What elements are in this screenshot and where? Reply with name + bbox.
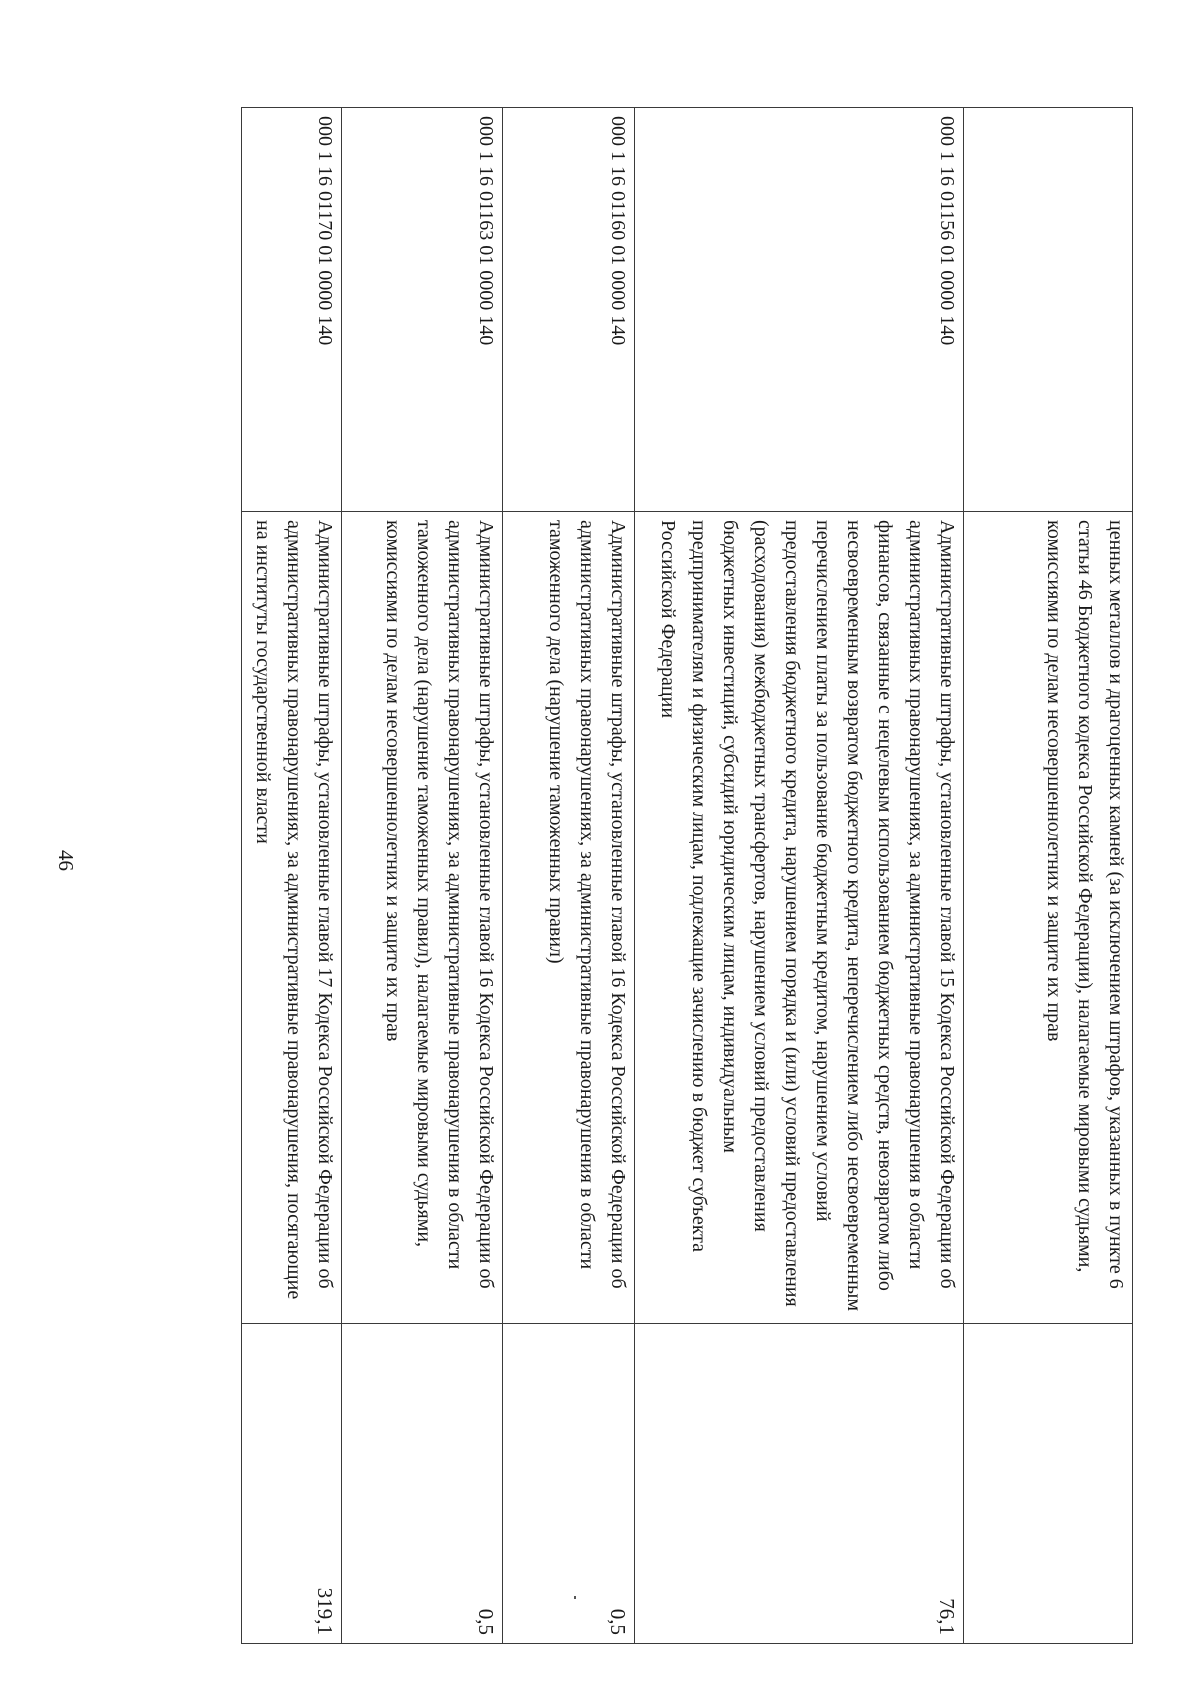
- table-row: [503, 108, 635, 1644]
- revenue-description-cell: Административные штрафы, установленные главой 17 Кодекса Российской Федерации об административных правонарушениях, за административные правонарушения, посягающие на институты государственной власти: [242, 512, 342, 1324]
- page-number: 46: [54, 850, 78, 871]
- budget-code-cell: 000 1 16 01160 01 0000 140: [503, 108, 635, 512]
- table-row: [635, 108, 964, 1644]
- table-row: [242, 108, 342, 1644]
- table-row: [342, 108, 503, 1644]
- budget-code-cell: 000 1 16 01163 01 0000 140: [342, 108, 503, 512]
- amount-cell: 319,1: [242, 1324, 342, 1644]
- amount-cell: 0,5: [342, 1324, 503, 1644]
- budget-revenue-table: [241, 107, 1133, 1644]
- rotated-page-content: [223, 107, 1133, 1643]
- scan-speck: [574, 1596, 576, 1599]
- amount-cell: [964, 1324, 1133, 1644]
- revenue-description-cell: Административные штрафы, установленные главой 16 Кодекса Российской Федерации об административных правонарушениях, за административные правонарушения в области таможенного дела (нарушение таможенных правил): [503, 512, 635, 1324]
- budget-code-cell: 000 1 16 01170 01 0000 140: [242, 108, 342, 512]
- budget-code-cell: 000 1 16 01156 01 0000 140: [635, 108, 964, 512]
- table-row: [964, 108, 1133, 1644]
- revenue-description-cell: Административные штрафы, установленные главой 16 Кодекса Российской Федерации об административных правонарушениях, за административные правонарушения в области таможенного дела (нарушение таможенных правил), налагаемые мировыми судьями, комиссиями по делам несовершеннолетних и защите их прав: [342, 512, 503, 1324]
- budget-code-cell: [964, 108, 1133, 512]
- revenue-description-cell: ценных металлов и драгоценных камней (за исключением штрафов, указанных в пункте 6 статьи 46 Бюджетного кодекса Российской Федерации), налагаемые мировыми судьями, комиссиями по делам несовершеннолетних и защите их прав: [964, 512, 1133, 1324]
- amount-cell: 0,5: [503, 1324, 635, 1644]
- revenue-description-cell: Административные штрафы, установленные главой 15 Кодекса Российской Федерации об административных правонарушениях, за административные правонарушения в области финансов, связанные с нецелевым использованием бюджетных средств, невозвратом либо несвоевременным возвратом бюджетного кредита, неперечислением либо несвоевременным перечислением платы за пользование бюджетным кредитом, нарушением условий предоставления бюджетного кредита, нарушением порядка и (или) условий предоставления (расходования) межбюджетных трансфертов, нарушением условий предоставления бюджетных инвестиций, субсидий юридическим лицам, индивидуальным предпринимателям и физическим лицам, подлежащие зачислению в бюджет субъекта Российской Федерации: [635, 512, 964, 1324]
- amount-cell: 76,1: [635, 1324, 964, 1644]
